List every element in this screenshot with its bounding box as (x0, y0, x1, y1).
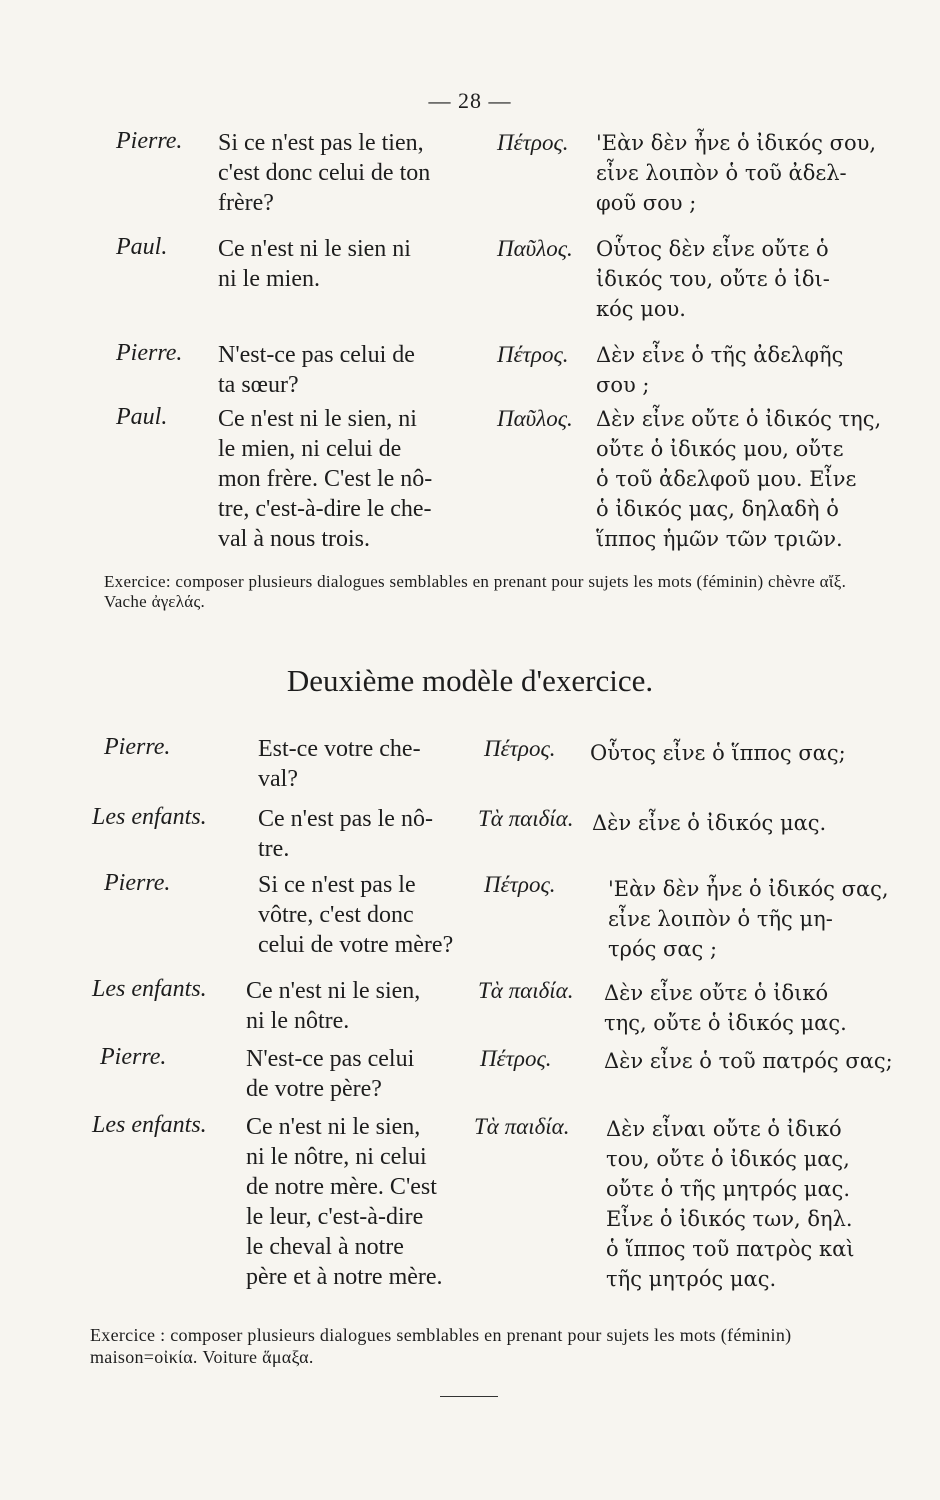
greek-line: Οὗτος δὲν εἶνε οὔτε ὁ ἰδικός του, οὔτε ὁ ἰδι- κός μου. (596, 237, 830, 321)
speaker-fr: Les enfants. (92, 804, 207, 830)
speaker-fr: Paul. (116, 404, 168, 430)
speaker-fr: Pierre. (104, 870, 171, 896)
speaker-fr: Pierre. (104, 734, 171, 760)
speaker-gr: Παῦλος. (497, 236, 573, 261)
page-number: — 28 — (428, 88, 512, 113)
speaker-gr: Τὰ παιδία. (478, 978, 574, 1003)
french-line: N'est-ce pas celui de ta sœur? (218, 342, 415, 398)
section-heading: Deuxième modèle d'exercice. (286, 663, 654, 698)
speaker-fr: Pierre. (100, 1044, 167, 1070)
french-line: Ce n'est ni le sien ni ni le mien. (218, 236, 411, 292)
speaker-gr: Πέτρος. (480, 1046, 552, 1071)
french-line: Ce n'est ni le sien, ni le nôtre, ni celui de notre mère. C'est le leur, c'est-à-dire le cheval à notre père et à notre mère. (246, 1114, 443, 1290)
exercise-note: Exercice: composer plusieurs dialogues semblables en prenant pour sujets les mots (féminin) chèvre αἴξ. Vache ἀγελάς. (104, 572, 847, 611)
speaker-gr: Πέτρος. (497, 130, 569, 155)
speaker-fr: Pierre. (116, 128, 183, 154)
greek-line: Δὲν εἶνε ὁ τοῦ πατρός σας; (604, 1049, 893, 1073)
french-line: Si ce n'est pas le vôtre, c'est donc celui de votre mère? (258, 872, 454, 958)
closing-rule (440, 1396, 498, 1397)
speaker-fr: Paul. (116, 234, 168, 260)
french-line: Ce n'est ni le sien, ni le nôtre. (246, 978, 421, 1034)
speaker-gr: Τὰ παιδία. (474, 1114, 570, 1139)
speaker-gr: Παῦλος. (497, 406, 573, 431)
speaker-gr: Τὰ παιδία. (478, 806, 574, 831)
greek-line: 'Εὰν δὲν ἦνε ὁ ἰδικός σας, εἶνε λοιπὸν ὁ τῆς μη- τρός σας ; (608, 877, 889, 961)
french-line: N'est-ce pas celui de votre père? (246, 1046, 415, 1102)
french-line: Si ce n'est pas le tien, c'est donc celui de ton frère? (218, 130, 431, 216)
speaker-fr: Pierre. (116, 340, 183, 366)
greek-line: Δὲν εἶνε ὁ ἰδικός μας. (592, 811, 827, 835)
french-line: Ce n'est pas le nô- tre. (258, 806, 433, 862)
greek-line: Δὲν εἶνε οὔτε ὁ ἰδικό της, οὔτε ὁ ἰδικός μας. (604, 981, 847, 1035)
speaker-gr: Πέτρος. (484, 736, 556, 761)
greek-line: Δὲν εἶνε οὔτε ὁ ἰδικός της, οὔτε ὁ ἰδικός μου, οὔτε ὁ τοῦ ἀδελφοῦ μου. Εἶνε ὁ ἰδικός μας, δηλαδὴ ὁ ἵππος ἡμῶν τῶν τριῶν. (596, 407, 882, 551)
exercise-note: Exercice : composer plusieurs dialogues semblables en prenant pour sujets les mots (féminin) maison=οἰκία. Voiture ἅμαξα. (90, 1325, 792, 1367)
french-line: Ce n'est ni le sien, ni le mien, ni celui de mon frère. C'est le nô- tre, c'est-à-dire le che- val à nous trois. (218, 406, 433, 552)
speaker-gr: Πέτρος. (497, 342, 569, 367)
greek-line: Δὲν εἶναι οὔτε ὁ ἰδικό του, οὔτε ὁ ἰδικός μας, οὔτε ὁ τῆς μητρός μας. Εἶνε ὁ ἰδικός των, δηλ. ὁ ἵππος τοῦ πατρὸς καὶ τῆς μητρός μας. (606, 1117, 855, 1291)
french-line: Est-ce votre che- val? (258, 736, 421, 792)
greek-line: Δὲν εἶνε ὁ τῆς ἀδελφῆς σου ; (596, 343, 844, 397)
greek-line: 'Εὰν δὲν ἦνε ὁ ἰδικός σου, εἶνε λοιπὸν ὁ τοῦ ἀδελ- φοῦ σου ; (596, 131, 877, 215)
speaker-fr: Les enfants. (92, 1112, 207, 1138)
greek-line: Οὗτος εἶνε ὁ ἵππος σας; (590, 741, 846, 765)
speaker-fr: Les enfants. (92, 976, 207, 1002)
speaker-gr: Πέτρος. (484, 872, 556, 897)
